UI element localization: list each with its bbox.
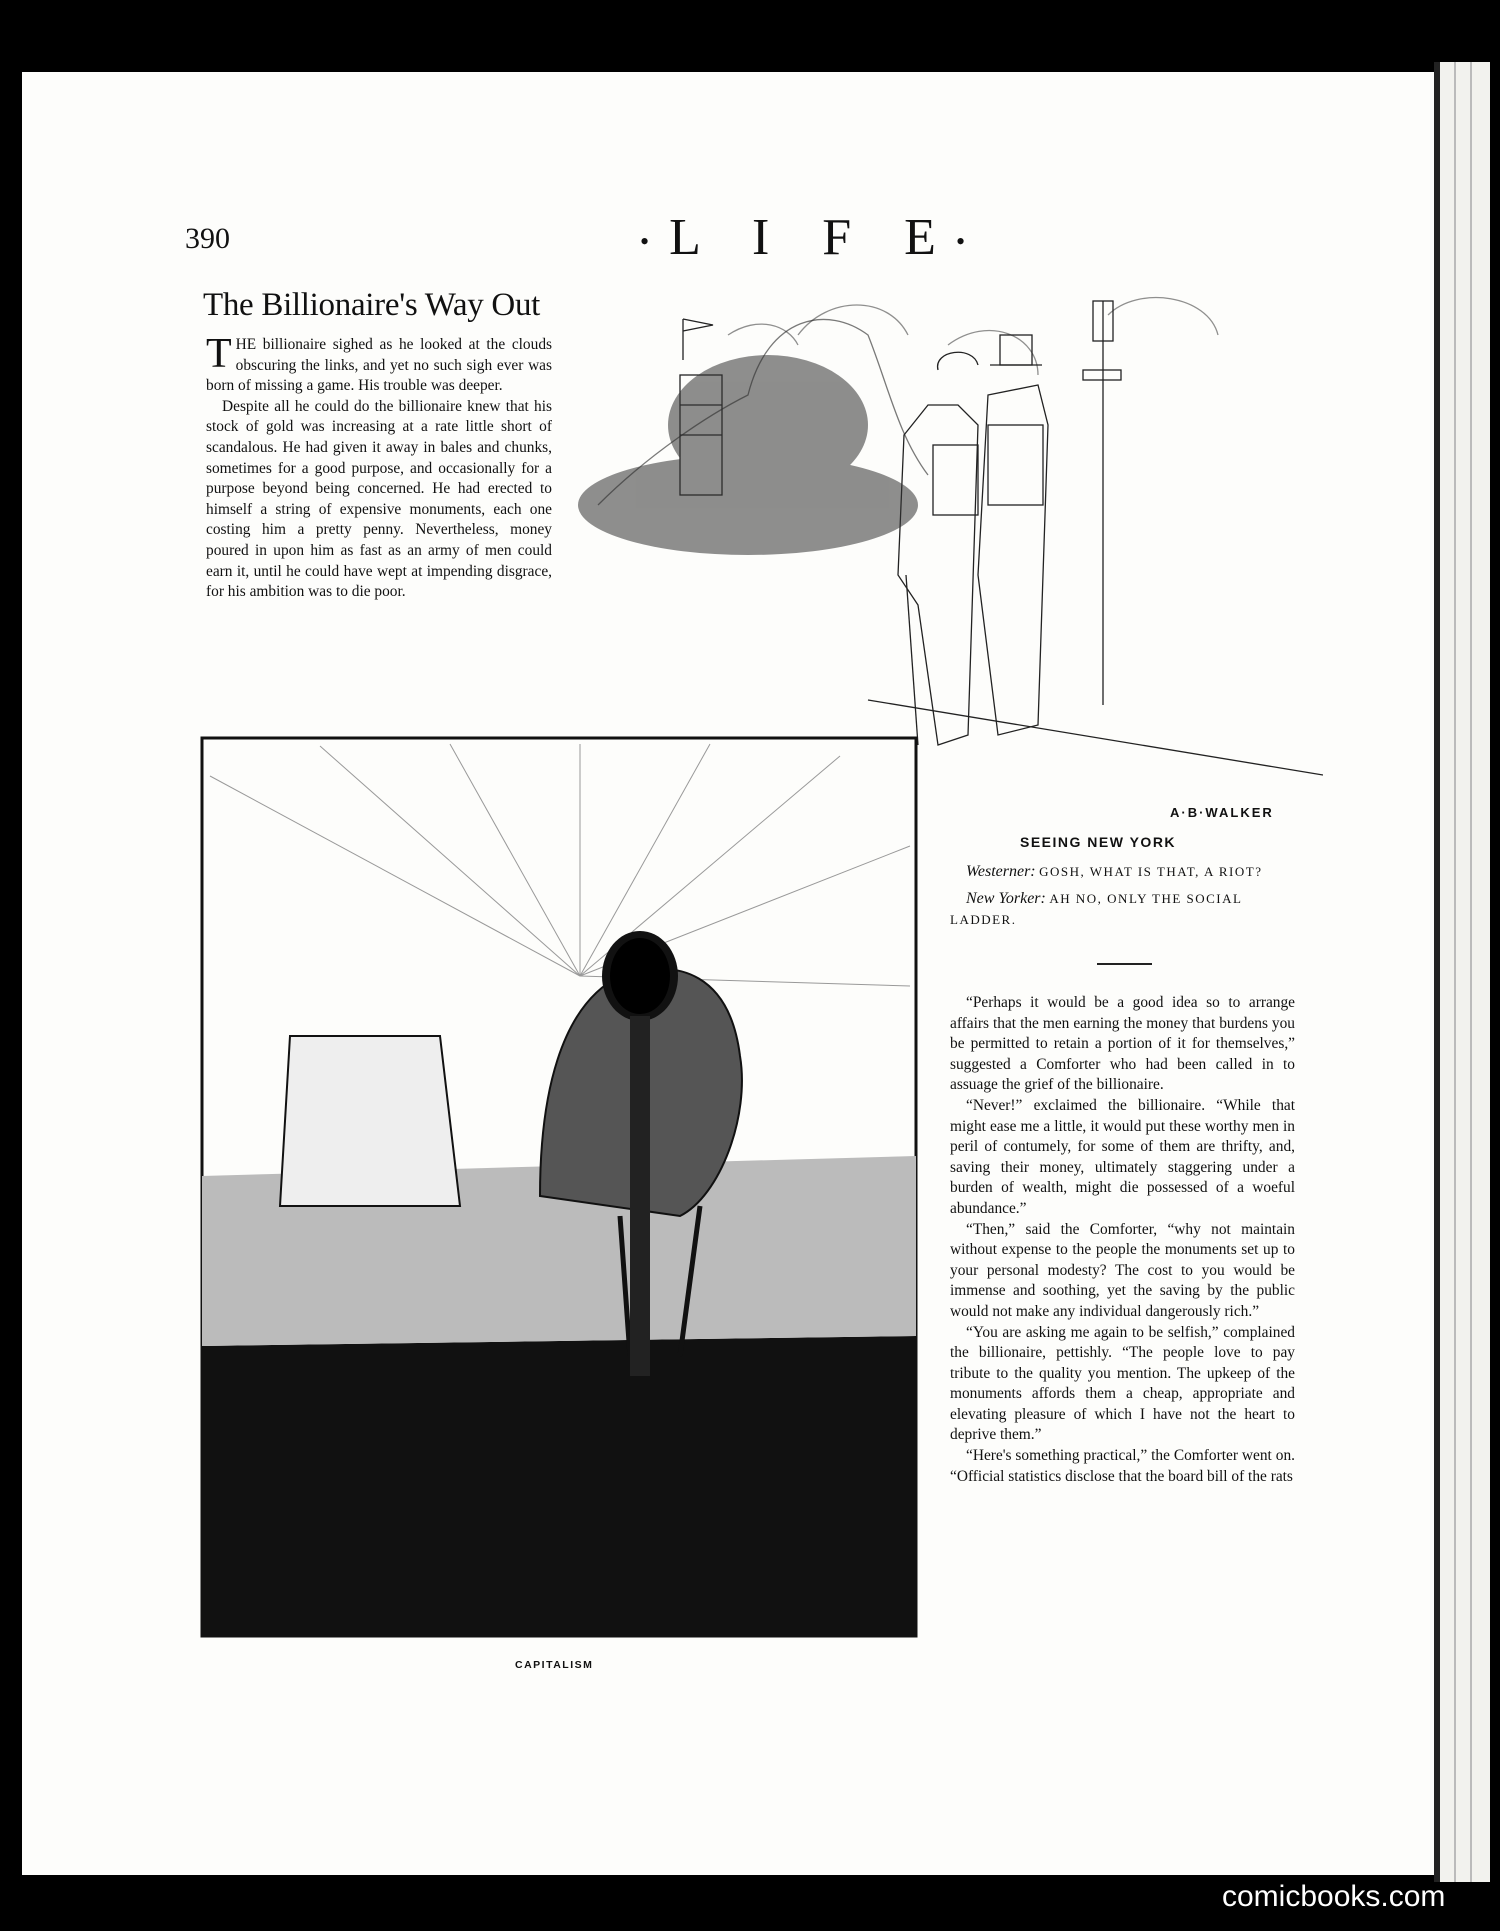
article-column-right [950, 993, 1295, 1487]
article-column-left [206, 331, 552, 603]
article-paragraph-1: THE billionaire sighed as he looked at the clouds obscuring the links, and yet no such sigh ever was born of missing a game. His trouble was deeper. [206, 331, 552, 395]
dialog-line-westerner: Westerner: GOSH, WHAT IS THAT, A RIOT? [966, 863, 1263, 880]
article-paragraph-7: “Here's something practical,” the Comforter went on. “Official statistics disclose that the board bill of the rats [950, 1447, 1295, 1485]
masthead-title: L I F E [669, 209, 956, 266]
article-paragraph-6: “You are asking me again to be selfish,” complained the billionaire, pettishly. “The people love to pay tribute to the quality you mention. The upkeep of the monuments affords them a cheap, appropriate and elevating pleasure of which I have not the heart to deprive them.” [950, 1323, 1295, 1444]
article-title: The Billionaire's Way Out [203, 287, 541, 323]
drop-cap: T [206, 331, 232, 377]
article-paragraph-3: “Perhaps it would be a good idea so to arrange affairs that the men earning the money that burdens you be permitted to retain a portion of it for themselves,” suggested a Comforter who had been called in to assuage the grief of the billionaire. [950, 994, 1295, 1094]
article-paragraph-4: “Never!” exclaimed the billionaire. “While that might ease me a little, it would put these worthy men in peril of contumely, for some of them are thrifty, and, saving their money, ultimately staggering under a burden of wealth, might die possessed of a woeful abundance.” [950, 1096, 1295, 1217]
cartoon-caption-title: SEEING NEW YORK [1020, 834, 1177, 850]
article-paragraph-5: “Then,” said the Comforter, “why not maintain without expense to the people the monuments set up to your personal modesty? The cost to you would be immense and soothing, yet the saving by the public would not make any individual dangerously rich.” [950, 1220, 1295, 1320]
section-divider [1097, 963, 1152, 965]
capitalism-illustration [200, 736, 918, 1638]
artist-signature: A·B·WALKER [1170, 805, 1274, 820]
illustration-caption: CAPITALISM [515, 1659, 594, 1671]
article-paragraph-2: Despite all he could do the billionaire knew that his stock of gold was increasing at a rate little short of scandalous. He had given it away in bales and chunks, sometimes for a good purpose, and occasionally for a purpose beyond being concerned. He had erected to himself a string of expensive monuments, each one costing him a pretty penny. Nevertheless, money poured in upon him as fast as an army of men could earn it, until he could have wept at impending disgrace, for his ambition was to die poor. [206, 397, 552, 601]
seeing-new-york-illustration [568, 275, 1323, 815]
masthead: •L I F E• [640, 209, 986, 266]
next-page-edge [1434, 62, 1490, 1882]
speaker-westerner: Westerner: [966, 863, 1036, 880]
cartoon-dialog [950, 862, 1295, 937]
site-watermark: comicbooks.com [1222, 1880, 1446, 1913]
speaker-new-yorker: New Yorker: [966, 890, 1046, 907]
dialog-line-new-yorker: New Yorker: AH NO, ONLY THE SOCIAL LADDER. [950, 890, 1242, 927]
page-number: 390 [185, 222, 230, 255]
